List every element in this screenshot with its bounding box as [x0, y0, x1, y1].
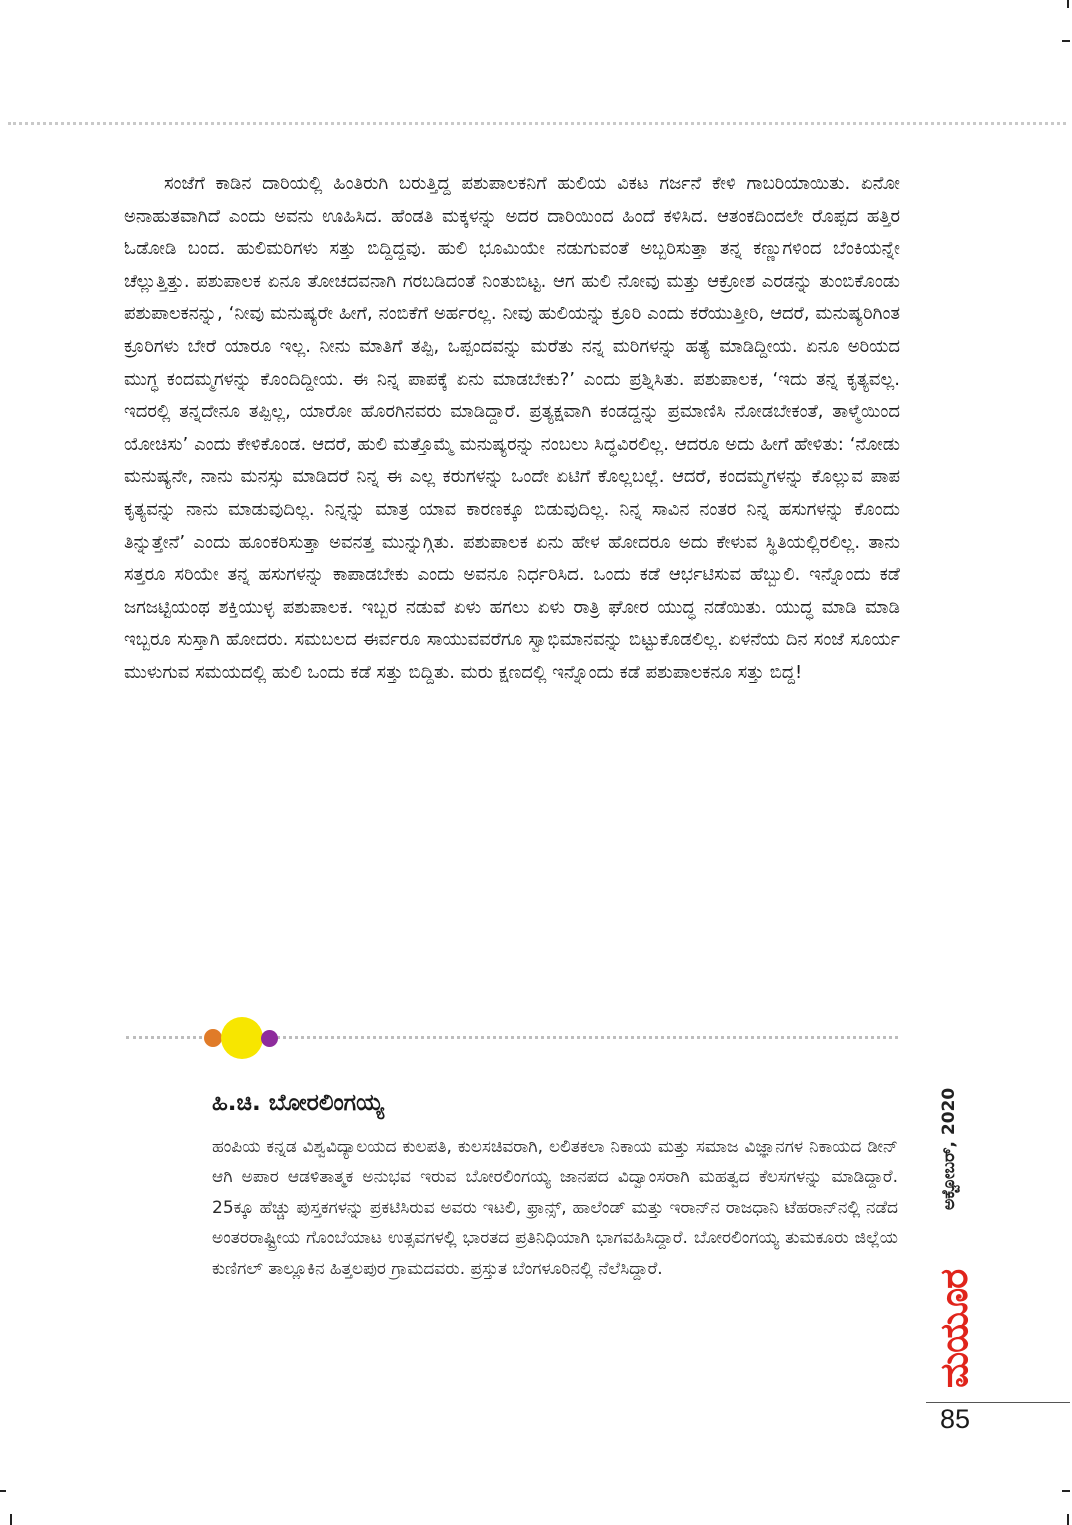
crop-mark-right-lower: [1062, 1490, 1070, 1492]
page-number-rule: [926, 1402, 1070, 1403]
orange-dot: [204, 1029, 222, 1047]
page-number: 85: [940, 1404, 971, 1434]
crop-mark-bottom-left: [10, 1514, 12, 1525]
yellow-dot: [221, 1017, 263, 1059]
story-body: ಸಂಜೆಗೆ ಕಾಡಿನ ದಾರಿಯಲ್ಲಿ ಹಿಂತಿರುಗಿ ಬರುತ್ತಿದ್ದ ಪಶುಪಾಲಕನಿಗೆ ಹುಲಿಯ ವಿಕಟ ಗರ್ಜನೆ ಕೇಳಿ ಗಾಬರಿಯಾಯಿತು. ಏನೋ ಅನಾಹುತವಾಗಿದೆ ಎಂದು ಅವನು ಊಹಿಸಿದ. ಹೆಂಡತಿ ಮಕ್ಕಳನ್ನು ಅದರ ದಾರಿಯಿಂದ ಹಿಂದೆ ಕಳಿಸಿದ. ಆತಂಕದಿಂದಲೇ ರೊಪ್ಪದ ಹತ್ತಿರ ಓಡೋಡಿ ಬಂದ. ಹುಲಿಮರಿಗಳು ಸತ್ತು ಬಿದ್ದಿದ್ದವು. ಹುಲಿ ಭೂಮಿಯೇ ನಡುಗುವಂತೆ ಅಬ್ಬರಿಸುತ್ತಾ ತನ್ನ ಕಣ್ಣುಗಳಿಂದ ಬೆಂಕಿಯನ್ನೇ ಚೆಲ್ಲುತ್ತಿತ್ತು. ಪಶುಪಾಲಕ ಏನೂ ತೋಚದವನಾಗಿ ಗರಬಡಿದಂತೆ ನಿಂತುಬಿಟ್ಟ. ಆಗ ಹುಲಿ ನೋವು ಮತ್ತು ಆಕ್ರೋಶ ಎರಡನ್ನು ತುಂಬಿಕೊಂಡು ಪಶುಪಾಲಕನನ್ನು, ‘ನೀವು ಮನುಷ್ಯರೇ ಹೀಗೆ, ನಂಬಿಕೆಗೆ ಅರ್ಹರಲ್ಲ. ನೀವು ಹುಲಿಯನ್ನು ಕ್ರೂರಿ ಎಂದು ಕರೆಯುತ್ತೀರಿ, ಆದರೆ, ಮನುಷ್ಯರಿಗಿಂತ ಕ್ರೂರಿಗಳು ಬೇರೆ ಯಾರೂ ಇಲ್ಲ. ನೀನು ಮಾತಿಗೆ ತಪ್ಪಿ, ಒಪ್ಪಂದವನ್ನು ಮರೆತು ನನ್ನ ಮರಿಗಳನ್ನು ಹತ್ಯೆ ಮಾಡಿದ್ದೀಯ. ಏನೂ ಅರಿಯದ ಮುಗ್ಧ ಕಂದಮ್ಮಗಳನ್ನು ಕೊಂದಿದ್ದೀಯ. ಈ ನಿನ್ನ ಪಾಪಕ್ಕೆ ಏನು ಮಾಡಬೇಕು?’ ಎಂದು ಪ್ರಶ್ನಿಸಿತು. ಪಶುಪಾಲಕ, ‘ಇದು ತನ್ನ ಕೃತ್ಯವಲ್ಲ. ಇದರಲ್ಲಿ ತನ್ನದೇನೂ ತಪ್ಪಿಲ್ಲ, ಯಾರೋ ಹೊರಗಿನವರು ಮಾಡಿದ್ದಾರೆ. ಪ್ರತ್ಯಕ್ಷವಾಗಿ ಕಂಡದ್ದನ್ನು ಪ್ರಮಾಣಿಸಿ ನೋಡಬೇಕಂತೆ, ತಾಳ್ಮೆಯಿಂದ ಯೋಚಿಸು’ ಎಂದು ಕೇಳಿಕೊಂಡ. ಆದರೆ, ಹುಲಿ ಮತ್ತೊಮ್ಮೆ ಮನುಷ್ಯರನ್ನು ನಂಬಲು ಸಿದ್ಧವಿರಲಿಲ್ಲ. ಆದರೂ ಅದು ಹೀಗೆ ಹೇಳಿತು: ‘ನೋಡು ಮನುಷ್ಯನೇ, ನಾನು ಮನಸ್ಸು ಮಾಡಿದರೆ ನಿನ್ನ ಈ ಎಲ್ಲ ಕರುಗಳನ್ನು ಒಂದೇ ಏಟಿಗೆ ಕೊಲ್ಲಬಲ್ಲೆ. ಆದರೆ, ಕಂದಮ್ಮಗಳನ್ನು ಕೊಲ್ಲುವ ಪಾಪ ಕೃತ್ಯವನ್ನು ನಾನು ಮಾಡುವುದಿಲ್ಲ. ನಿನ್ನನ್ನು ಮಾತ್ರ ಯಾವ ಕಾರಣಕ್ಕೂ ಬಿಡುವುದಿಲ್ಲ. ನಿನ್ನ ಸಾವಿನ ನಂತರ ನಿನ್ನ ಹಸುಗಳನ್ನು ಕೊಂದು ತಿನ್ನುತ್ತೇನೆ’ ಎಂದು ಹೂಂಕರಿಸುತ್ತಾ ಅವನತ್ತ ಮುನ್ನುಗ್ಗಿತು. ಪಶುಪಾಲಕ ಏನು ಹೇಳ ಹೋದರೂ ಅದು ಕೇಳುವ ಸ್ಥಿತಿಯಲ್ಲಿರಲಿಲ್ಲ. ತಾನು ಸತ್ತರೂ ಸರಿಯೇ ತನ್ನ ಹಸುಗಳನ್ನು ಕಾಪಾಡಬೇಕು ಎಂದು ಅವನೂ ನಿರ್ಧರಿಸಿದ. ಒಂದು ಕಡೆ ಆರ್ಭಟಿಸುವ ಹೆಬ್ಬುಲಿ. ಇನ್ನೊಂದು ಕಡೆ ಜಗಜಟ್ಟಿಯಂಥ ಶಕ್ತಿಯುಳ್ಳ ಪಶುಪಾಲಕ. ಇಬ್ಬರ ನಡುವೆ ಏಳು ಹಗಲು ಏಳು ರಾತ್ರಿ ಘೋರ ಯುದ್ಧ ನಡೆಯಿತು. ಯುದ್ಧ ಮಾಡಿ ಮಾಡಿ ಇಬ್ಬರೂ ಸುಸ್ತಾಗಿ ಹೋದರು. ಸಮಬಲದ ಈರ್ವರೂ ಸಾಯುವವರೆಗೂ ಸ್ವಾಭಿಮಾನವನ್ನು ಬಿಟ್ಟುಕೊಡಲಿಲ್ಲ. ಏಳನೆಯ ದಿನ ಸಂಜೆ ಸೂರ್ಯ ಮುಳುಗುವ ಸಮಯದಲ್ಲಿ ಹುಲಿ ಒಂದು ಕಡೆ ಸತ್ತು ಬಿದ್ದಿತು. ಮರು ಕ್ಷಣದಲ್ಲಿ ಇನ್ನೊಂದು ಕಡೆ ಪಶುಪಾಲಕನೂ ಸತ್ತು ಬಿದ್ದ!: [124, 173, 900, 683]
crop-mark-left-lower: [0, 1490, 6, 1492]
purple-dot: [261, 1030, 278, 1047]
issue-date: ಅಕ್ಟೋಬರ್, 2020: [939, 1087, 959, 1210]
author-bio: ಹಂಪಿಯ ಕನ್ನಡ ವಿಶ್ವವಿದ್ಯಾಲಯದ ಕುಲಪತಿ, ಕುಲಸಚಿವರಾಗಿ, ಲಲಿತಕಲಾ ನಿಕಾಯ ಮತ್ತು ಸಮಾಜ ವಿಜ್ಞಾನಗಳ ನಿಕಾಯದ ಡೀನ್ ಆಗಿ ಅಪಾರ ಆಡಳಿತಾತ್ಮಕ ಅನುಭವ ಇರುವ ಬೋರಲಿಂಗಯ್ಯ ಜಾನಪದ ವಿದ್ವಾಂಸರಾಗಿ ಮಹತ್ವದ ಕೆಲಸಗಳನ್ನು ಮಾಡಿದ್ದಾರೆ. 25ಕ್ಕೂ ಹೆಚ್ಚು ಪುಸ್ತಕಗಳನ್ನು ಪ್ರಕಟಿಸಿರುವ ಅವರು ಇಟಲಿ, ಫ್ರಾನ್ಸ್, ಹಾಲೆಂಡ್ ಮತ್ತು ಇರಾನ್‌ನ ರಾಜಧಾನಿ ಟೆಹರಾನ್‌ನಲ್ಲಿ ನಡೆದ ಅಂತರರಾಷ್ಟ್ರೀಯ ಗೊಂಬೆಯಾಟ ಉತ್ಸವಗಳಲ್ಲಿ ಭಾರತದ ಪ್ರತಿನಿಧಿಯಾಗಿ ಭಾಗವಹಿಸಿದ್ದಾರೆ. ಬೋರಲಿಂಗಯ್ಯ ತುಮಕೂರು ಜಿಲ್ಲೆಯ ಕುಣಿಗಲ್ ತಾಲ್ಲೂಕಿನ ಹಿತ್ತಲಪುರ ಗ್ರಾಮದವರು. ಪ್ರಸ್ತುತ ಬೆಂಗಳೂರಿನಲ್ಲಿ ನೆಲೆಸಿದ್ದಾರೆ.: [212, 1137, 898, 1279]
crop-mark-top-right: [1067, 0, 1069, 8]
magazine-name: ಮಯೂರ: [932, 1269, 976, 1388]
crop-mark-right-upper: [1062, 40, 1070, 42]
crop-mark-bottom-right: [1067, 1514, 1069, 1525]
author-name: ಹಿ.ಚಿ. ಬೋರಲಿಂಗಯ್ಯ: [212, 1090, 384, 1116]
top-dotted-rule: [8, 122, 1066, 125]
